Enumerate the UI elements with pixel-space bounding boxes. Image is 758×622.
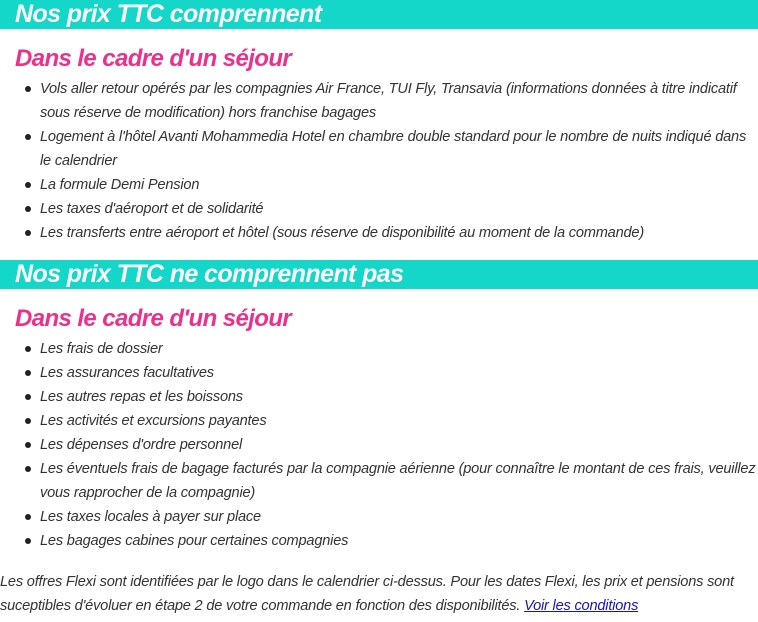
list-item-text: Les activités et excursions payantes [40, 413, 267, 429]
included-list [0, 77, 758, 245]
list-item [40, 125, 758, 173]
list-item-text: Vols aller retour opérés par les compagnies Air France, TUI Fly, Transavia (informations données à titre indicatif sous réserve de modification) hors franchise bagages [40, 81, 737, 121]
bullet-icon [25, 538, 31, 544]
list-item [40, 385, 758, 409]
excluded-list [0, 337, 758, 553]
list-item [40, 409, 758, 433]
list-item-text: Les autres repas et les boissons [40, 389, 243, 405]
excluded-subtitle: Dans le cadre d'un séjour [15, 305, 292, 332]
list-item-text: Les bagages cabines pour certaines compagnies [40, 533, 349, 549]
included-subtitle: Dans le cadre d'un séjour [15, 45, 292, 72]
footer-text: Les offres Flexi sont identifiées par le logo dans le calendrier ci-dessus. Pour les dates Flexi, les prix et pensions sont suceptibles d'évoluer en étape 2 de votre commande en fonction des disponibilités. [0, 574, 734, 614]
bullet-icon [25, 346, 31, 352]
list-item-text: Les frais de dossier [40, 341, 163, 357]
list-item [40, 361, 758, 385]
list-item [40, 529, 758, 553]
bullet-icon [25, 182, 31, 188]
list-item [40, 197, 758, 221]
list-item [40, 173, 758, 197]
bullet-icon [25, 370, 31, 376]
list-item [40, 457, 758, 505]
list-item-text: Les éventuels frais de bagage facturés par la compagnie aérienne (pour connaître le montant de ces frais, veuillez vous rapprocher de la compagnie) [40, 461, 756, 501]
bullet-icon [25, 466, 31, 472]
bullet-icon [25, 394, 31, 400]
bullet-icon [25, 206, 31, 212]
list-item-text: Les assurances facultatives [40, 365, 214, 381]
list-item [40, 77, 758, 125]
list-item [40, 221, 758, 245]
included-section [0, 0, 758, 245]
list-item-text: Logement à l'hôtel Avanti Mohammedia Hotel en chambre double standard pour le nombre de nuits indiqué dans le calendrier [40, 129, 747, 169]
bullet-icon [25, 230, 31, 236]
bullet-icon [25, 442, 31, 448]
flexi-footer-note [0, 570, 758, 618]
conditions-link[interactable]: Voir les conditions [524, 598, 639, 614]
bullet-icon [25, 418, 31, 424]
list-item-text: La formule Demi Pension [40, 177, 200, 193]
bullet-icon [25, 134, 31, 140]
list-item-text: Les transferts entre aéroport et hôtel (sous réserve de disponibilité au moment de la commande) [40, 225, 644, 241]
included-band-title: Nos prix TTC comprennent [0, 0, 758, 29]
list-item-text: Les dépenses d'ordre personnel [40, 437, 243, 453]
list-item-text: Les taxes d'aéroport et de solidarité [40, 201, 264, 217]
list-item [40, 433, 758, 457]
bullet-icon [25, 86, 31, 92]
list-item [40, 505, 758, 529]
excluded-section [0, 260, 758, 553]
list-item [40, 337, 758, 361]
excluded-band-title: Nos prix TTC ne comprennent pas [0, 260, 758, 289]
list-item-text: Les taxes locales à payer sur place [40, 509, 261, 525]
bullet-icon [25, 514, 31, 520]
